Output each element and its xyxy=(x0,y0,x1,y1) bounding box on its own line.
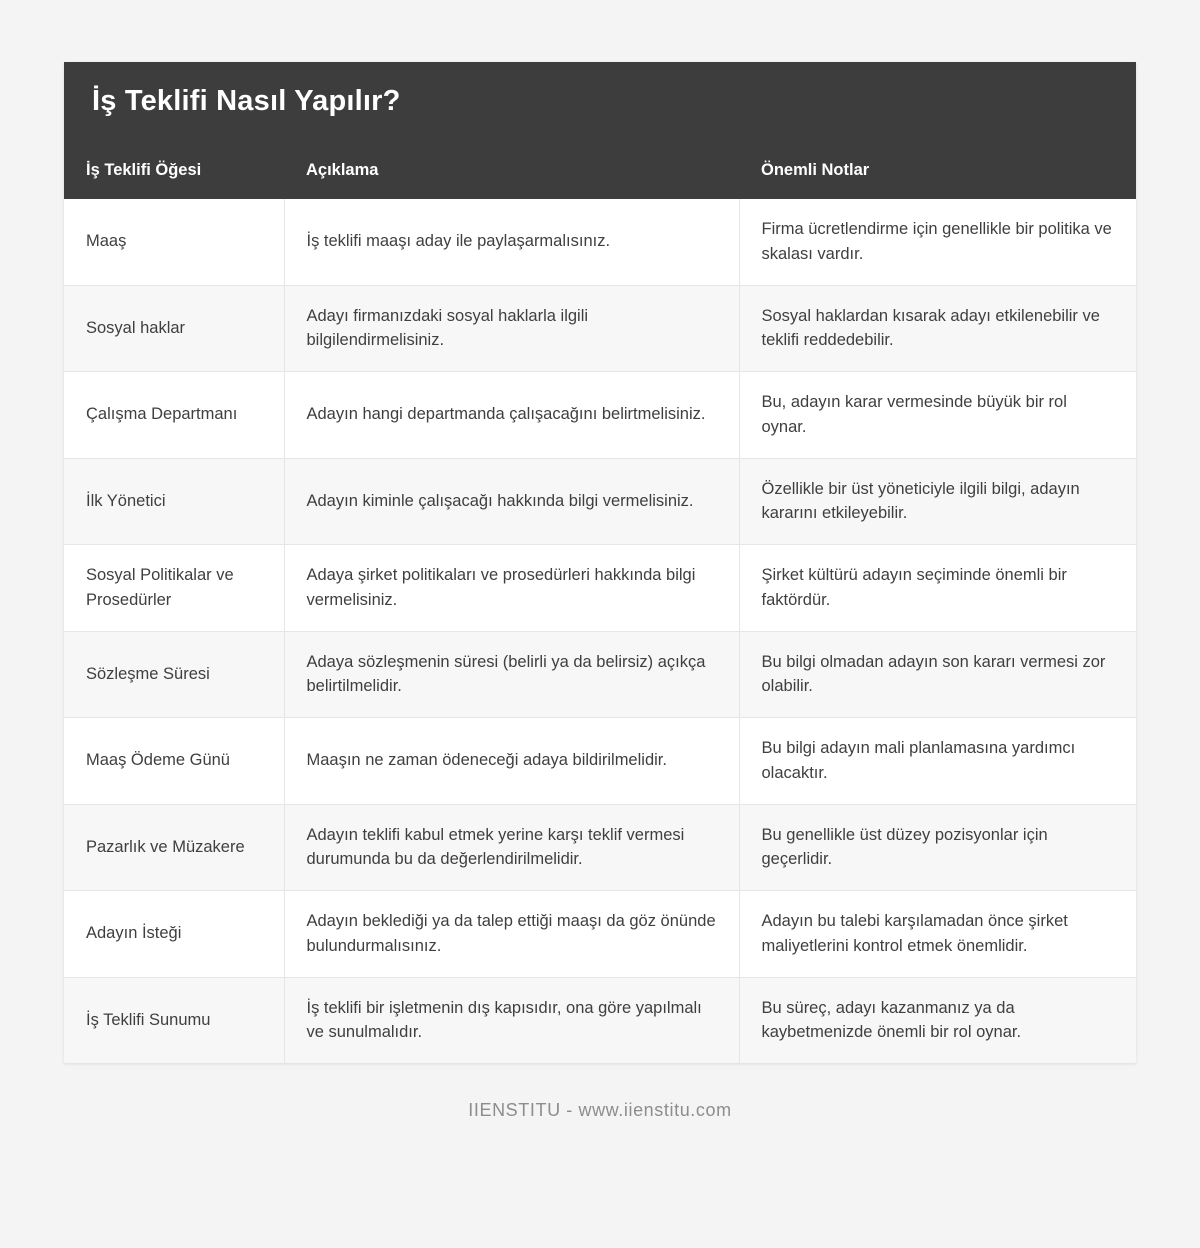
table-header xyxy=(64,141,1136,199)
table-row xyxy=(64,718,1136,805)
row-item: Maaş Ödeme Günü xyxy=(64,718,284,805)
row-notes: Firma ücretlendirme için genellikle bir politika ve skalası vardır. xyxy=(739,199,1136,285)
row-description: Adaya şirket politikaları ve prosedürleri hakkında bilgi vermelisiniz. xyxy=(284,545,739,632)
row-notes: Bu genellikle üst düzey pozisyonlar için geçerlidir. xyxy=(739,804,1136,891)
row-item: Sosyal Politikalar ve Prosedürler xyxy=(64,545,284,632)
table-row xyxy=(64,372,1136,459)
row-description: İş teklifi bir işletmenin dış kapısıdır, ona göre yapılmalı ve sunulmalıdır. xyxy=(284,977,739,1063)
row-description: Adayın kiminle çalışacağı hakkında bilgi vermelisiniz. xyxy=(284,458,739,545)
row-item: Pazarlık ve Müzakere xyxy=(64,804,284,891)
row-notes: Bu süreç, adayı kazanmanız ya da kaybetmenizde önemli bir rol oynar. xyxy=(761,998,1022,1042)
row-description: Adayı firmanızdaki sosyal haklarla ilgili bilgilendirmelisiniz. xyxy=(284,285,739,372)
table-header-row xyxy=(64,141,1136,199)
table-row xyxy=(64,545,1136,632)
row-item: Sözleşme Süresi xyxy=(64,631,284,718)
row-description: Adayın teklifi kabul etmek yerine karşı teklif vermesi durumunda bu da değerlendirilmelidir. xyxy=(284,804,739,891)
row-description: Adayın hangi departmanda çalışacağını belirtmelisiniz. xyxy=(284,372,739,459)
table-row xyxy=(64,977,1136,1063)
table-row xyxy=(64,891,1136,978)
column-header-description: Açıklama xyxy=(284,141,739,199)
column-header-notes: Önemli Notlar xyxy=(739,141,1136,199)
footer-attribution: IIENSTITU - www.iienstitu.com xyxy=(468,1100,732,1120)
row-item: Maaş xyxy=(64,199,284,285)
row-notes: Şirket kültürü adayın seçiminde önemli bir faktördür. xyxy=(739,545,1136,632)
table-row xyxy=(64,804,1136,891)
table-row xyxy=(64,631,1136,718)
row-item: Çalışma Departmanı xyxy=(64,372,284,459)
row-item: İlk Yönetici xyxy=(64,458,284,545)
row-item: İş Teklifi Sunumu xyxy=(64,977,284,1063)
table-row xyxy=(64,199,1136,285)
column-header-item: İş Teklifi Öğesi xyxy=(64,141,284,199)
row-notes: Özellikle bir üst yöneticiyle ilgili bilgi, adayın kararını etkileyebilir. xyxy=(739,458,1136,545)
row-notes: Bu bilgi adayın mali planlamasına yardımcı olacaktır. xyxy=(739,718,1136,805)
row-description: Maaşın ne zaman ödeneceği adaya bildirilmelidir. xyxy=(284,718,739,805)
title-bar xyxy=(64,62,1136,141)
row-description: Adaya sözleşmenin süresi (belirli ya da belirsiz) açıkça belirtilmelidir. xyxy=(284,631,739,718)
row-description: İş teklifi maaşı aday ile paylaşarmalısınız. xyxy=(284,199,739,285)
row-description: Adayın beklediği ya da talep ettiği maaşı da göz önünde bulundurmalısınız. xyxy=(284,891,739,978)
table-row xyxy=(64,458,1136,545)
row-item: Adayın İsteği xyxy=(64,891,284,978)
page-title: İş Teklifi Nasıl Yapılır? xyxy=(92,85,401,117)
row-notes: Bu, adayın karar vermesinde büyük bir rol oynar. xyxy=(739,372,1136,459)
row-notes: Bu bilgi olmadan adayın son kararı vermesi zor olabilir. xyxy=(739,631,1136,718)
row-item: Sosyal haklar xyxy=(64,285,284,372)
table-body xyxy=(64,199,1136,1063)
job-offer-table xyxy=(64,141,1136,1063)
table-row xyxy=(64,285,1136,372)
row-notes: Adayın bu talebi karşılamadan önce şirket maliyetlerini kontrol etmek önemlidir. xyxy=(739,891,1136,978)
content-card xyxy=(64,62,1136,1063)
row-notes: Sosyal haklardan kısarak adayı etkilenebilir ve teklifi reddedebilir. xyxy=(739,285,1136,372)
